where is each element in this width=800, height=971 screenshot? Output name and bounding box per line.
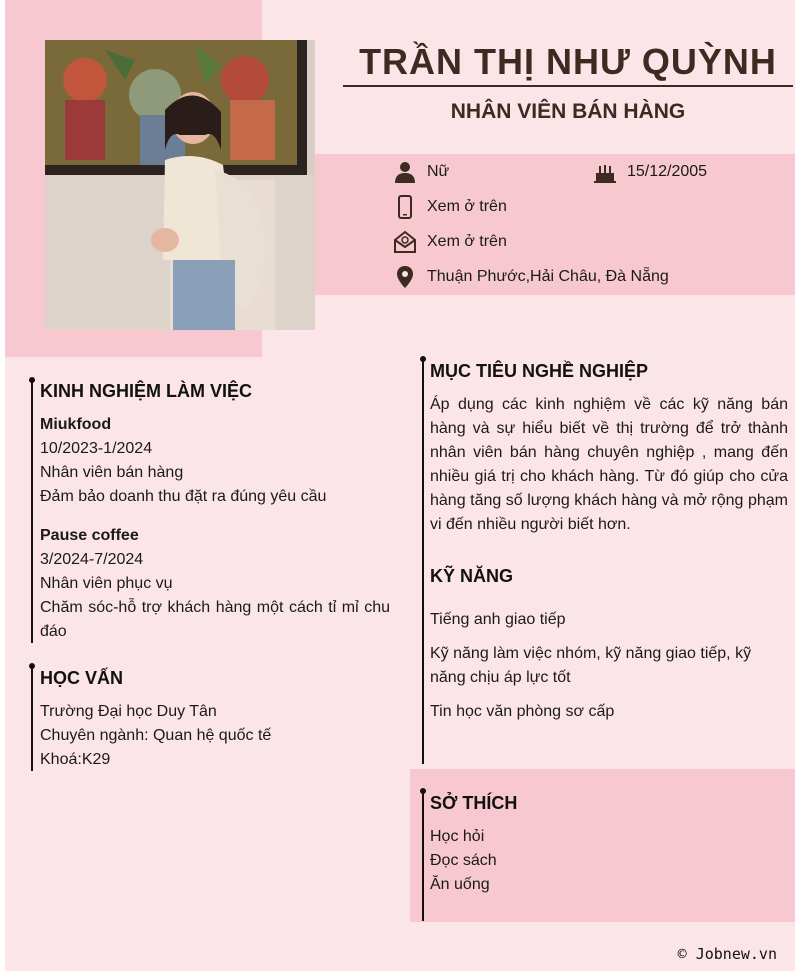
hobbies-section — [430, 791, 780, 897]
hobby-item: Học hỏi — [430, 828, 485, 845]
hobbies-title: SỞ THÍCH — [430, 793, 518, 813]
contact-phone — [392, 193, 507, 221]
birthday-value: 15/12/2005 — [627, 163, 708, 180]
company-name: Pause coffee — [40, 527, 139, 544]
experience-title: KINH NGHIỆM LÀM VIỆC — [40, 381, 253, 401]
job-title: NHÂN VIÊN BÁN HÀNG — [450, 100, 686, 123]
candidate-name: TRẦN THỊ NHƯ QUỲNH — [359, 41, 777, 82]
job-period: 3/2024-7/2024 — [40, 551, 144, 568]
education-timeline-line — [31, 666, 33, 771]
experience-timeline-line — [31, 380, 33, 643]
contact-address — [392, 263, 669, 291]
major: Chuyên ngành: Quan hệ quốc tế — [40, 727, 272, 744]
experience-section — [40, 379, 390, 644]
name-divider — [343, 85, 793, 87]
experience-entry — [40, 524, 390, 644]
objective-section — [430, 359, 788, 537]
experience-entry — [40, 413, 390, 509]
contact-gender — [392, 158, 449, 186]
objective-text: Áp dụng các kinh nghiệm về các kỹ năng bán hàng và sự hiểu biết về thị trường để trở thành nhân viên bán hàng chuyên nghiệp , mang đến nhiều giá trị cho khách hàng. Từ đó giúp cho cửa hàng tăng số lượng khách hàng và mở rộng phạm vi đến nhiều người biết hơn. — [430, 396, 788, 533]
objective-title: MỤC TIÊU NGHỀ NGHIỆP — [430, 361, 649, 381]
hobby-item: Ăn uống — [430, 876, 490, 893]
profile-photo — [45, 40, 315, 330]
skills-title: KỸ NĂNG — [430, 566, 514, 586]
address-value: Thuận Phước,Hải Châu, Đà Nẵng — [427, 268, 669, 285]
skill-item: Tiếng anh giao tiếp — [430, 611, 566, 628]
hobby-item: Đọc sách — [430, 852, 497, 869]
contact-birthday — [592, 158, 707, 186]
phone-value: Xem ở trên — [427, 198, 507, 215]
location-pin-icon — [392, 264, 418, 290]
school-name: Trường Đại học Duy Tân — [40, 703, 217, 720]
cohort: Khoá:K29 — [40, 751, 111, 768]
skill-item: Kỹ năng làm việc nhóm, kỹ năng giao tiếp, kỹ năng chịu áp lực tốt — [430, 645, 752, 686]
education-section — [40, 666, 390, 772]
hobbies-timeline-line — [422, 791, 424, 921]
job-period: 10/2023-1/2024 — [40, 440, 153, 457]
job-description: Chăm sóc-hỗ trợ khách hàng một cách tỉ mỉ chu đáo — [40, 599, 390, 640]
job-position: Nhân viên phục vụ — [40, 575, 173, 592]
person-icon — [392, 159, 418, 185]
job-description: Đảm bảo doanh thu đặt ra đúng yêu cầu — [40, 488, 327, 505]
job-position: Nhân viên bán hàng — [40, 464, 184, 481]
right-timeline-line — [422, 359, 424, 764]
phone-icon — [392, 194, 418, 220]
email-value: Xem ở trên — [427, 233, 507, 250]
contact-email — [392, 228, 507, 256]
company-name: Miukfood — [40, 416, 112, 433]
birthday-cake-icon — [592, 159, 618, 185]
education-title: HỌC VẤN — [40, 668, 124, 688]
email-icon — [392, 229, 418, 255]
gender-value: Nữ — [427, 163, 450, 180]
skill-item: Tin học văn phòng sơ cấp — [430, 703, 615, 720]
skills-section — [430, 564, 775, 724]
footer-credit: © Jobnew.vn — [677, 945, 777, 963]
